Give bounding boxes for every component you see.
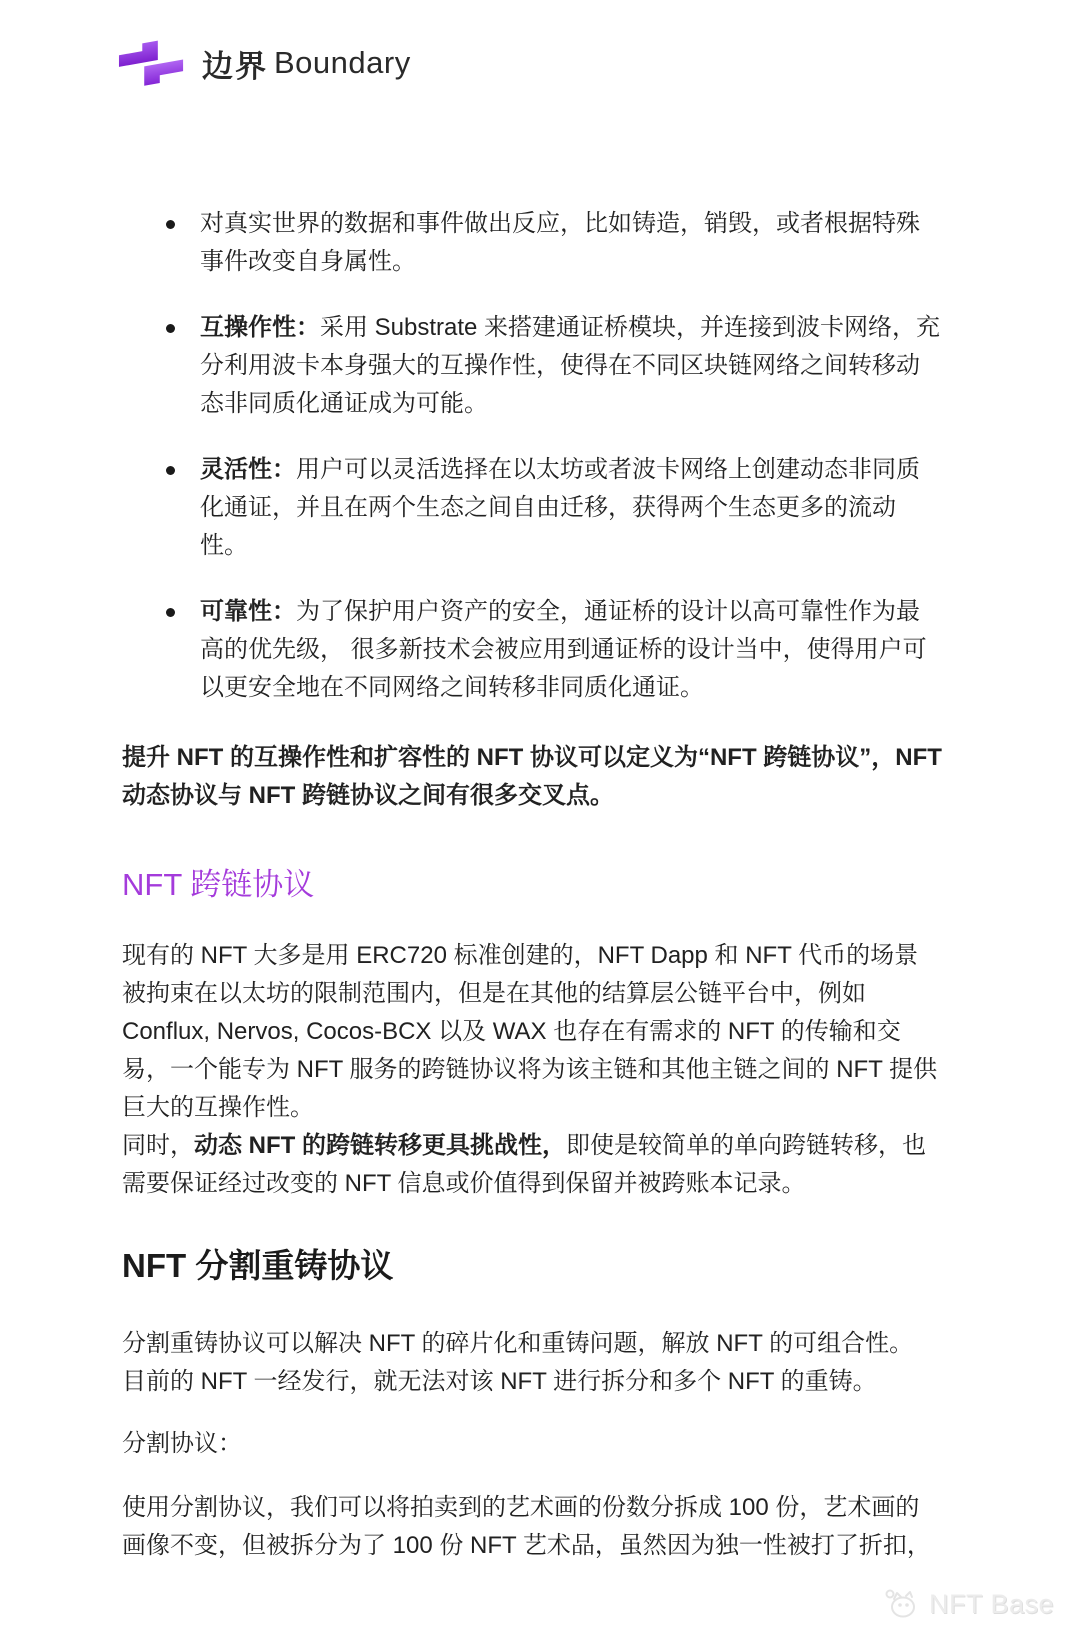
bullet-bold-label: 灵活性： [200, 456, 296, 483]
cat-icon [881, 1587, 921, 1621]
watermark-text: NFT Base [928, 1588, 1054, 1619]
cross-chain-text-2: 同时， [122, 1132, 194, 1159]
cross-chain-text: 现有的 NFT 大多是用 ERC720 标准创建的，NFT Dapp 和 NFT 代币的场景被拘束在以太坊的限制范围内，但是在其他的结算层公链平台中，例如 Conflux, Nervos, Cocos-BCX 以及 WAX 也存在有需求的 NFT 的传输和交易，一个能专为 NFT 服务的跨链协议将为该主链和其他主链之间的 NFT 提供巨大的互操作性。 [122, 942, 938, 1121]
bullet-text: 为了保护用户资产的安全，通证桥的设计以高可靠性作为最高的优先级， 很多新技术会被应用到通证桥的设计当中，使得用户可以更安全地在不同网络之间转移非同质化通证。 [200, 598, 927, 701]
list-item [122, 205, 942, 281]
boundary-logo-icon [118, 32, 186, 94]
emphasis-paragraph: 提升 NFT 的互操作性和扩容性的 NFT 协议可以定义为“NFT 跨链协议”，NFT 动态协议与 NFT 跨链协议之间有很多交叉点。 [122, 744, 942, 809]
split-recast-line-2: 目前的 NFT 一经发行，就无法对该 NFT 进行拆分和多个 NFT 的重铸。 [122, 1368, 877, 1395]
logo-text-en: Boundary [274, 45, 411, 80]
split-protocol-label: 分割协议： [122, 1430, 242, 1457]
boundary-logo [118, 32, 411, 94]
list-item [122, 309, 942, 423]
list-item [122, 593, 942, 707]
logo-text-cn: 边界 [202, 48, 268, 84]
bullet-bold-label: 可靠性： [200, 598, 296, 625]
bullet-bold-label: 互操作性： [200, 314, 320, 341]
split-recast-heading: NFT 分割重铸协议 [122, 1247, 394, 1284]
feature-bullet-list [122, 205, 942, 707]
cross-chain-paragraph [122, 937, 942, 1203]
split-recast-line-1: 分割重铸协议可以解决 NFT 的碎片化和重铸问题，解放 NFT 的可组合性。 [122, 1330, 914, 1357]
split-recast-paragraph [122, 1325, 942, 1401]
bullet-text: 用户可以灵活选择在以太坊或者波卡网络上创建动态非同质化通证，并且在两个生态之间自由迁移，获得两个生态更多的流动性。 [200, 456, 920, 559]
nft-base-watermark [881, 1587, 1054, 1621]
bullet-text: 对真实世界的数据和事件做出反应，比如铸造，销毁，或者根据特殊事件改变自身属性。 [200, 210, 920, 275]
cross-chain-text-3: 即使是较简单的单向跨链转移，也需要保证经过改变的 NFT 信息或价值得到保留并被跨账本记录。 [122, 1132, 926, 1197]
split-protocol-paragraph: 使用分割协议，我们可以将拍卖到的艺术画的份数分拆成 100 份，艺术画的画像不变，但被拆分为了 100 份 NFT 艺术品，虽然因为独一性被打了折扣， [122, 1494, 931, 1559]
cross-chain-bold-text: 动态 NFT 的跨链转移更具挑战性， [194, 1132, 566, 1159]
cross-chain-heading: NFT 跨链协议 [122, 867, 315, 902]
article-body [122, 205, 942, 1565]
bullet-text: 采用 Substrate 来搭建通证桥模块，并连接到波卡网络，充分利用波卡本身强大的互操作性，使得在不同区块链网络之间转移动态非同质化通证成为可能。 [200, 314, 941, 417]
list-item [122, 451, 942, 565]
